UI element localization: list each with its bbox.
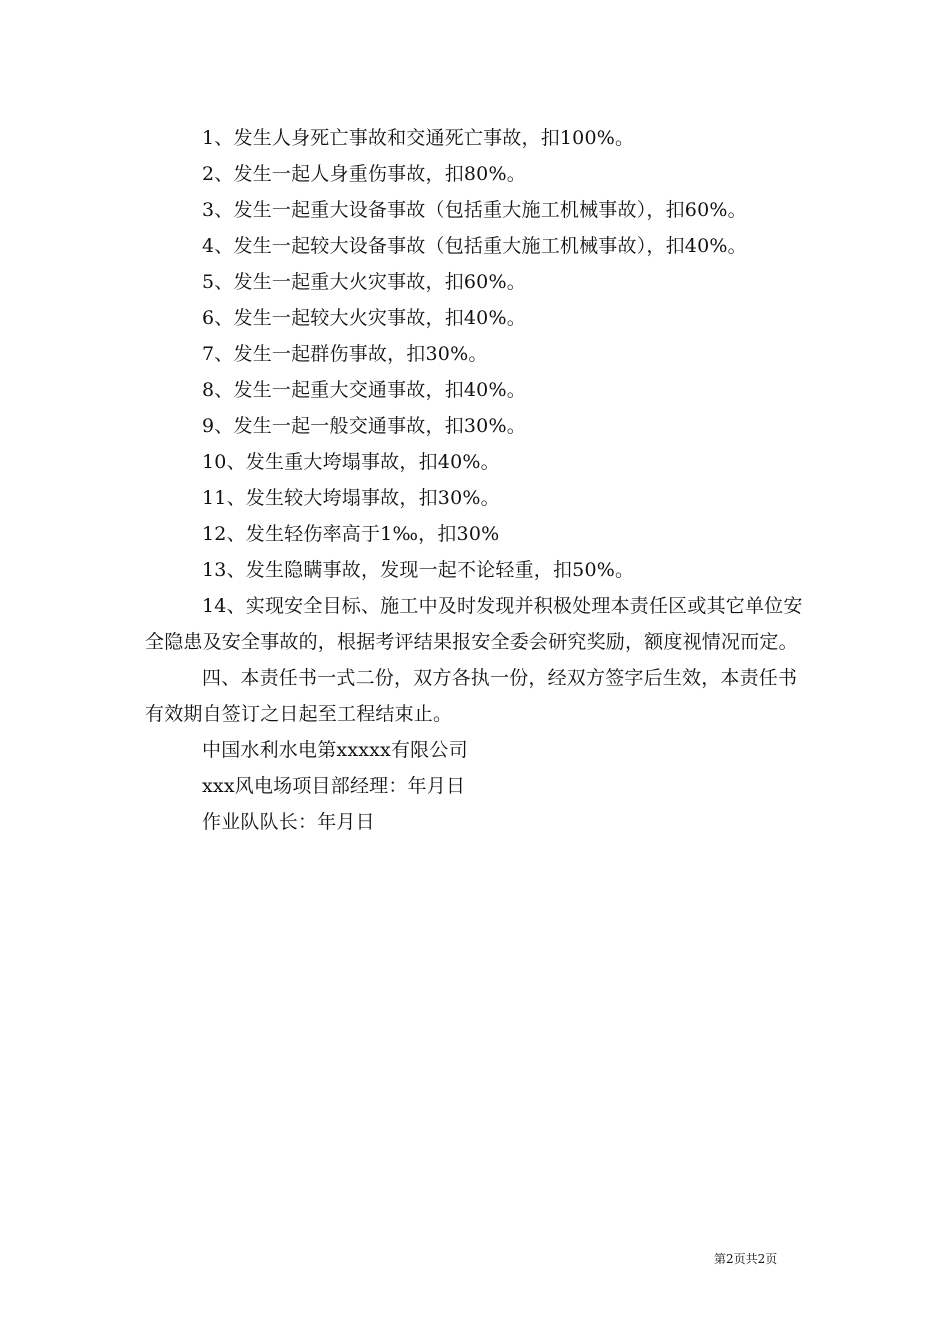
clause-item-9: 9、发生一起一般交通事故，扣30%。 (202, 415, 526, 437)
clause-item-11: 11、发生较大垮塌事故，扣30%。 (202, 487, 500, 509)
page-number-footer: 第2页共2页 (714, 1252, 778, 1266)
clause-item-13: 13、发生隐瞒事故，发现一起不论轻重，扣50%。 (202, 559, 635, 581)
clause-item-14: 14、实现安全目标、施工中及时发现并积极处理本责任区或其它单位安全隐患及安全事故的，根据考评结果报安全委会研究奖励，额度视情况而定。 (145, 595, 803, 653)
clause-item-7: 7、发生一起群伤事故，扣30%。 (202, 343, 488, 365)
clause-item-8: 8、发生一起重大交通事故，扣40%。 (202, 379, 526, 401)
clause-item-2: 2、发生一起人身重伤事故，扣80%。 (202, 163, 526, 185)
document-body (145, 120, 815, 840)
clause-item-5: 5、发生一起重大火灾事故，扣60%。 (202, 271, 526, 293)
signature-company: 中国水利水电第xxxxx有限公司 (202, 739, 468, 761)
clause-item-3: 3、发生一起重大设备事故（包括重大施工机械事故），扣60%。 (202, 199, 747, 221)
clause-item-12: 12、发生轻伤率高于1‰，扣30% (202, 523, 500, 545)
clause-item-6: 6、发生一起较大火灾事故，扣40%。 (202, 307, 526, 329)
signature-manager: xxx风电场项目部经理：年月日 (202, 775, 466, 797)
clause-item-10: 10、发生重大垮塌事故，扣40%。 (202, 451, 500, 473)
clause-four: 四、本责任书一式二份，双方各执一份，经双方签字后生效，本责任书有效期自签订之日起至工程结束止。 (145, 667, 798, 725)
clause-item-1: 1、发生人身死亡事故和交通死亡事故，扣100%。 (202, 127, 635, 149)
clause-item-4: 4、发生一起较大设备事故（包括重大施工机械事故），扣40%。 (202, 235, 747, 257)
signature-team-leader: 作业队队长：年月日 (202, 811, 375, 833)
